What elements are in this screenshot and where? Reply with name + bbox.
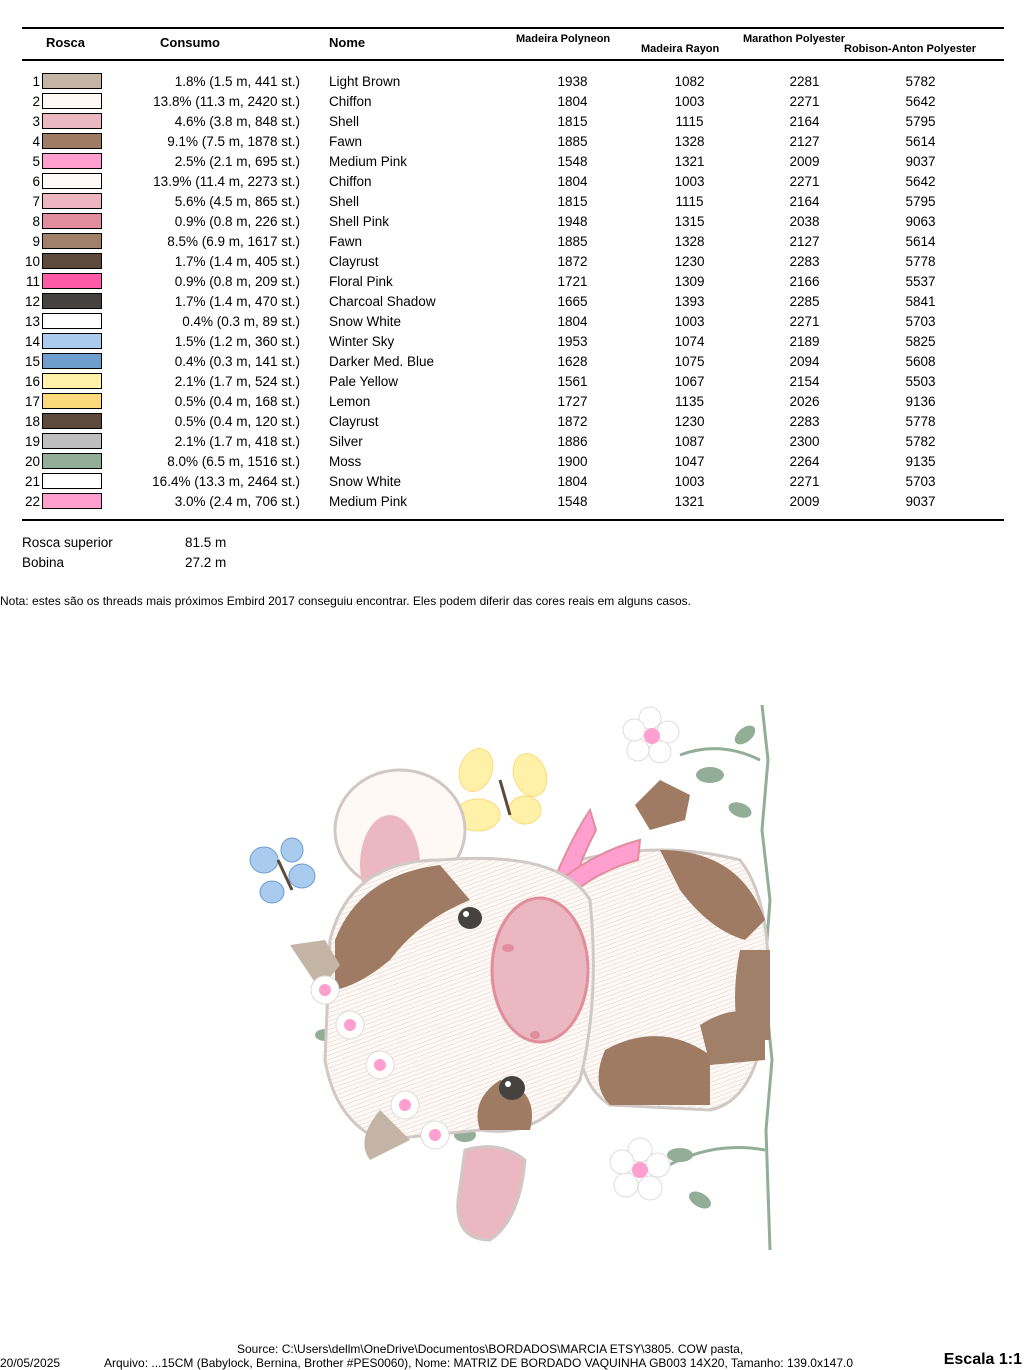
table-row [0,212,1024,232]
color-swatch [42,393,102,409]
consumption-cell: 1.8% (1.5 m, 441 st.) [174,74,300,89]
row-index: 14 [24,334,40,349]
madeira-rayon-cell: 1003 [674,314,705,329]
table-row [0,492,1024,512]
madeira-polyneon-cell: 1948 [557,214,588,229]
madeira-polyneon-cell: 1804 [557,314,588,329]
thread-name-cell: Shell Pink [329,214,390,229]
robison-anton-cell: 5503 [905,374,936,389]
robison-anton-cell: 9135 [905,454,936,469]
marathon-polyester-cell: 2189 [789,334,820,349]
consumption-cell: 4.6% (3.8 m, 848 st.) [174,114,300,129]
consumption-cell: 1.5% (1.2 m, 360 st.) [174,334,300,349]
thread-name-cell: Medium Pink [329,494,408,509]
scale-label: Escala 1:1 [943,1351,1022,1368]
madeira-rayon-cell: 1321 [674,494,705,509]
table-row [0,472,1024,492]
source-path: Source: C:\Users\dellm\OneDrive\Documentos\BORDADOS\MARCIA ETSY\3805. COW pasta, [237,1342,744,1356]
marathon-polyester-cell: 2281 [789,74,820,89]
flower-top [623,707,679,763]
table-row [0,432,1024,452]
marathon-polyester-cell: 2127 [789,134,820,149]
consumption-cell: 0.9% (0.8 m, 209 st.) [174,274,300,289]
color-swatch [42,153,102,169]
row-index: 10 [24,254,40,269]
consumption-cell: 3.0% (2.4 m, 706 st.) [174,494,300,509]
table-row [0,372,1024,392]
thread-name-cell: Snow White [329,474,402,489]
color-swatch [42,473,102,489]
row-index: 12 [24,294,40,309]
print-date: 20/05/2025 [0,1356,61,1370]
color-swatch [42,93,102,109]
thread-name-cell: Clayrust [329,414,379,429]
consumption-cell: 0.5% (0.4 m, 168 st.) [174,394,300,409]
marathon-polyester-cell: 2164 [789,114,820,129]
consumption-cell: 8.0% (6.5 m, 1516 st.) [167,454,300,469]
thread-name-cell: Fawn [329,134,363,149]
thread-name-cell: Shell [329,114,360,129]
color-swatch [42,273,102,289]
madeira-rayon-cell: 1230 [674,414,705,429]
robison-anton-cell: 5841 [905,294,936,309]
marathon-polyester-cell: 2038 [789,214,820,229]
table-row [0,272,1024,292]
color-swatch [42,173,102,189]
madeira-polyneon-cell: 1548 [557,154,588,169]
table-bottom-rule [22,519,1004,521]
thread-name-cell: Fawn [329,234,363,249]
madeira-rayon-cell: 1082 [674,74,705,89]
header-consumo: Consumo [160,35,220,50]
cow-body [578,780,770,1110]
marathon-polyester-cell: 2264 [789,454,820,469]
madeira-rayon-cell: 1328 [674,134,705,149]
madeira-polyneon-cell: 1900 [557,454,588,469]
consumption-cell: 2.1% (1.7 m, 524 st.) [174,374,300,389]
consumption-cell: 1.7% (1.4 m, 470 st.) [174,294,300,309]
color-swatch [42,373,102,389]
color-swatch [42,313,102,329]
table-row [0,332,1024,352]
madeira-polyneon-cell: 1727 [557,394,588,409]
robison-anton-cell: 9063 [905,214,936,229]
thread-name-cell: Moss [329,454,362,469]
marathon-polyester-cell: 2271 [789,174,820,189]
header-madeira-rayon: Madeira Rayon [641,43,720,55]
header-rosca: Rosca [46,35,86,50]
row-index: 2 [32,94,40,109]
madeira-rayon-cell: 1047 [674,454,705,469]
thread-name-cell: Lemon [329,394,371,409]
madeira-rayon-cell: 1115 [675,114,704,129]
thread-name-cell: Clayrust [329,254,379,269]
header-nome: Nome [329,35,366,50]
robison-anton-cell: 5703 [905,474,936,489]
madeira-rayon-cell: 1393 [674,294,705,309]
madeira-polyneon-cell: 1872 [557,414,588,429]
row-index: 7 [32,194,40,209]
header-robison-anton: Robison-Anton Polyester [844,43,977,55]
robison-anton-cell: 9037 [905,494,936,509]
thread-name-cell: Pale Yellow [329,374,399,389]
madeira-polyneon-cell: 1815 [557,114,588,129]
thread-name-cell: Light Brown [329,74,401,89]
madeira-rayon-cell: 1074 [674,334,705,349]
madeira-polyneon-cell: 1804 [557,94,588,109]
table-row [0,192,1024,212]
madeira-polyneon-cell: 1938 [557,74,588,89]
madeira-polyneon-cell: 1885 [557,134,588,149]
bobina-label: Bobina [22,555,65,570]
robison-anton-cell: 5614 [905,234,936,249]
marathon-polyester-cell: 2127 [789,234,820,249]
robison-anton-cell: 5795 [905,114,936,129]
madeira-polyneon-cell: 1721 [557,274,588,289]
madeira-polyneon-cell: 1804 [557,474,588,489]
color-swatch [42,433,102,449]
consumption-cell: 5.6% (4.5 m, 865 st.) [174,194,300,209]
table-row [0,112,1024,132]
robison-anton-cell: 5795 [905,194,936,209]
madeira-polyneon-cell: 1548 [557,494,588,509]
row-index: 15 [24,354,40,369]
consumption-cell: 13.9% (11.4 m, 2273 st.) [153,174,300,189]
thread-name-cell: Chiffon [329,94,372,109]
marathon-polyester-cell: 2285 [789,294,820,309]
madeira-polyneon-cell: 1885 [557,234,588,249]
table-row [0,352,1024,372]
table-row [0,412,1024,432]
thread-name-cell: Shell [329,194,360,209]
madeira-rayon-cell: 1315 [674,214,705,229]
marathon-polyester-cell: 2009 [789,494,820,509]
color-swatch [42,253,102,269]
robison-anton-cell: 5778 [905,254,936,269]
row-index: 16 [24,374,40,389]
table-row [0,232,1024,252]
thread-name-cell: Floral Pink [329,274,393,289]
thread-name-cell: Chiffon [329,174,372,189]
madeira-polyneon-cell: 1872 [557,254,588,269]
robison-anton-cell: 5703 [905,314,936,329]
bobina-value: 27.2 m [185,555,227,570]
madeira-rayon-cell: 1135 [674,394,705,409]
color-swatch [42,113,102,129]
marathon-polyester-cell: 2094 [789,354,820,369]
madeira-rayon-cell: 1115 [675,194,704,209]
table-row [0,292,1024,312]
robison-anton-cell: 9037 [905,154,936,169]
flower-bottom [610,1138,670,1200]
madeira-rayon-cell: 1230 [674,254,705,269]
robison-anton-cell: 5642 [905,174,936,189]
table-row [0,392,1024,412]
consumption-cell: 0.4% (0.3 m, 141 st.) [174,354,300,369]
madeira-polyneon-cell: 1953 [557,334,588,349]
marathon-polyester-cell: 2283 [789,254,820,269]
row-index: 20 [24,454,40,469]
thread-name-cell: Charcoal Shadow [329,294,436,309]
header-marathon-polyester: Marathon Polyester [743,33,846,45]
table-row [0,452,1024,472]
thread-name-cell: Winter Sky [329,334,395,349]
robison-anton-cell: 5825 [905,334,936,349]
note-text: Nota: estes são os threads mais próximos Embird 2017 conseguiu encontrar. Eles podem diferir das cores reais em alguns casos. [0,594,692,608]
rosca-superior-label: Rosca superior [22,535,113,550]
table-row [0,172,1024,192]
marathon-polyester-cell: 2154 [789,374,820,389]
row-index: 1 [32,74,40,89]
robison-anton-cell: 5778 [905,414,936,429]
table-row [0,92,1024,112]
marathon-polyester-cell: 2164 [789,194,820,209]
header-madeira-polyneon: Madeira Polyneon [516,33,611,45]
color-swatch [42,133,102,149]
rosca-superior-value: 81.5 m [185,535,227,550]
row-index: 3 [32,114,40,129]
table-top-rule [22,27,1004,29]
consumption-cell: 2.5% (2.1 m, 695 st.) [174,154,300,169]
madeira-polyneon-cell: 1815 [557,194,588,209]
madeira-rayon-cell: 1321 [674,154,705,169]
color-swatch [42,353,102,369]
robison-anton-cell: 5537 [905,274,936,289]
marathon-polyester-cell: 2271 [789,474,820,489]
madeira-rayon-cell: 1075 [674,354,705,369]
madeira-rayon-cell: 1003 [674,474,705,489]
color-swatch [42,293,102,309]
marathon-polyester-cell: 2283 [789,414,820,429]
color-swatch [42,453,102,469]
consumption-cell: 13.8% (11.3 m, 2420 st.) [153,94,300,109]
madeira-polyneon-cell: 1628 [557,354,588,369]
consumption-cell: 0.5% (0.4 m, 120 st.) [174,414,300,429]
marathon-polyester-cell: 2271 [789,94,820,109]
color-swatch [42,413,102,429]
marathon-polyester-cell: 2300 [789,434,820,449]
color-swatch [42,333,102,349]
row-index: 17 [24,394,40,409]
madeira-rayon-cell: 1067 [674,374,705,389]
consumption-cell: 0.9% (0.8 m, 226 st.) [174,214,300,229]
robison-anton-cell: 5642 [905,94,936,109]
table-row [0,252,1024,272]
row-index: 11 [25,274,40,289]
consumption-cell: 0.4% (0.3 m, 89 st.) [182,314,300,329]
file-info: Arquivo: ...15CM (Babylock, Bernina, Brother #PES0060), Nome: MATRIZ DE BORDADO VAQUINHA GB003 14X20, Tamanho: 139.0x147.0 [104,1356,854,1370]
thread-name-cell: Silver [329,434,363,449]
robison-anton-cell: 5608 [905,354,936,369]
marathon-polyester-cell: 2271 [789,314,820,329]
thread-name-cell: Darker Med. Blue [329,354,435,369]
color-swatch [42,193,102,209]
robison-anton-cell: 5782 [905,74,936,89]
color-swatch [42,233,102,249]
thread-name-cell: Medium Pink [329,154,408,169]
row-index: 5 [32,154,40,169]
table-header-rule [22,59,1004,61]
cow-head [290,770,593,1240]
consumption-cell: 2.1% (1.7 m, 418 st.) [174,434,300,449]
color-swatch [42,493,102,509]
table-row [0,72,1024,92]
row-index: 19 [24,434,40,449]
marathon-polyester-cell: 2026 [789,394,820,409]
color-swatch [42,213,102,229]
row-index: 9 [32,234,40,249]
row-index: 4 [32,134,40,149]
robison-anton-cell: 5614 [905,134,936,149]
madeira-rayon-cell: 1003 [674,174,705,189]
madeira-polyneon-cell: 1886 [557,434,588,449]
robison-anton-cell: 5782 [905,434,936,449]
consumption-cell: 16.4% (13.3 m, 2464 st.) [152,474,300,489]
consumption-cell: 1.7% (1.4 m, 405 st.) [174,254,300,269]
madeira-rayon-cell: 1309 [674,274,705,289]
table-row [0,132,1024,152]
butterfly-yellow [453,744,552,831]
color-swatch [42,73,102,89]
row-index: 21 [24,474,40,489]
butterfly-blue [250,838,315,903]
madeira-rayon-cell: 1087 [674,434,705,449]
robison-anton-cell: 9136 [905,394,936,409]
madeira-polyneon-cell: 1561 [557,374,588,389]
table-row [0,312,1024,332]
madeira-rayon-cell: 1328 [674,234,705,249]
madeira-rayon-cell: 1003 [674,94,705,109]
row-index: 8 [32,214,40,229]
cow-embroidery-preview [240,700,790,1260]
consumption-cell: 8.5% (6.9 m, 1617 st.) [167,234,300,249]
table-row [0,152,1024,172]
madeira-polyneon-cell: 1804 [557,174,588,189]
marathon-polyester-cell: 2166 [789,274,820,289]
madeira-polyneon-cell: 1665 [557,294,588,309]
row-index: 13 [24,314,40,329]
row-index: 22 [24,494,40,509]
row-index: 6 [32,174,40,189]
consumption-cell: 9.1% (7.5 m, 1878 st.) [167,134,300,149]
marathon-polyester-cell: 2009 [789,154,820,169]
row-index: 18 [24,414,40,429]
thread-name-cell: Snow White [329,314,402,329]
